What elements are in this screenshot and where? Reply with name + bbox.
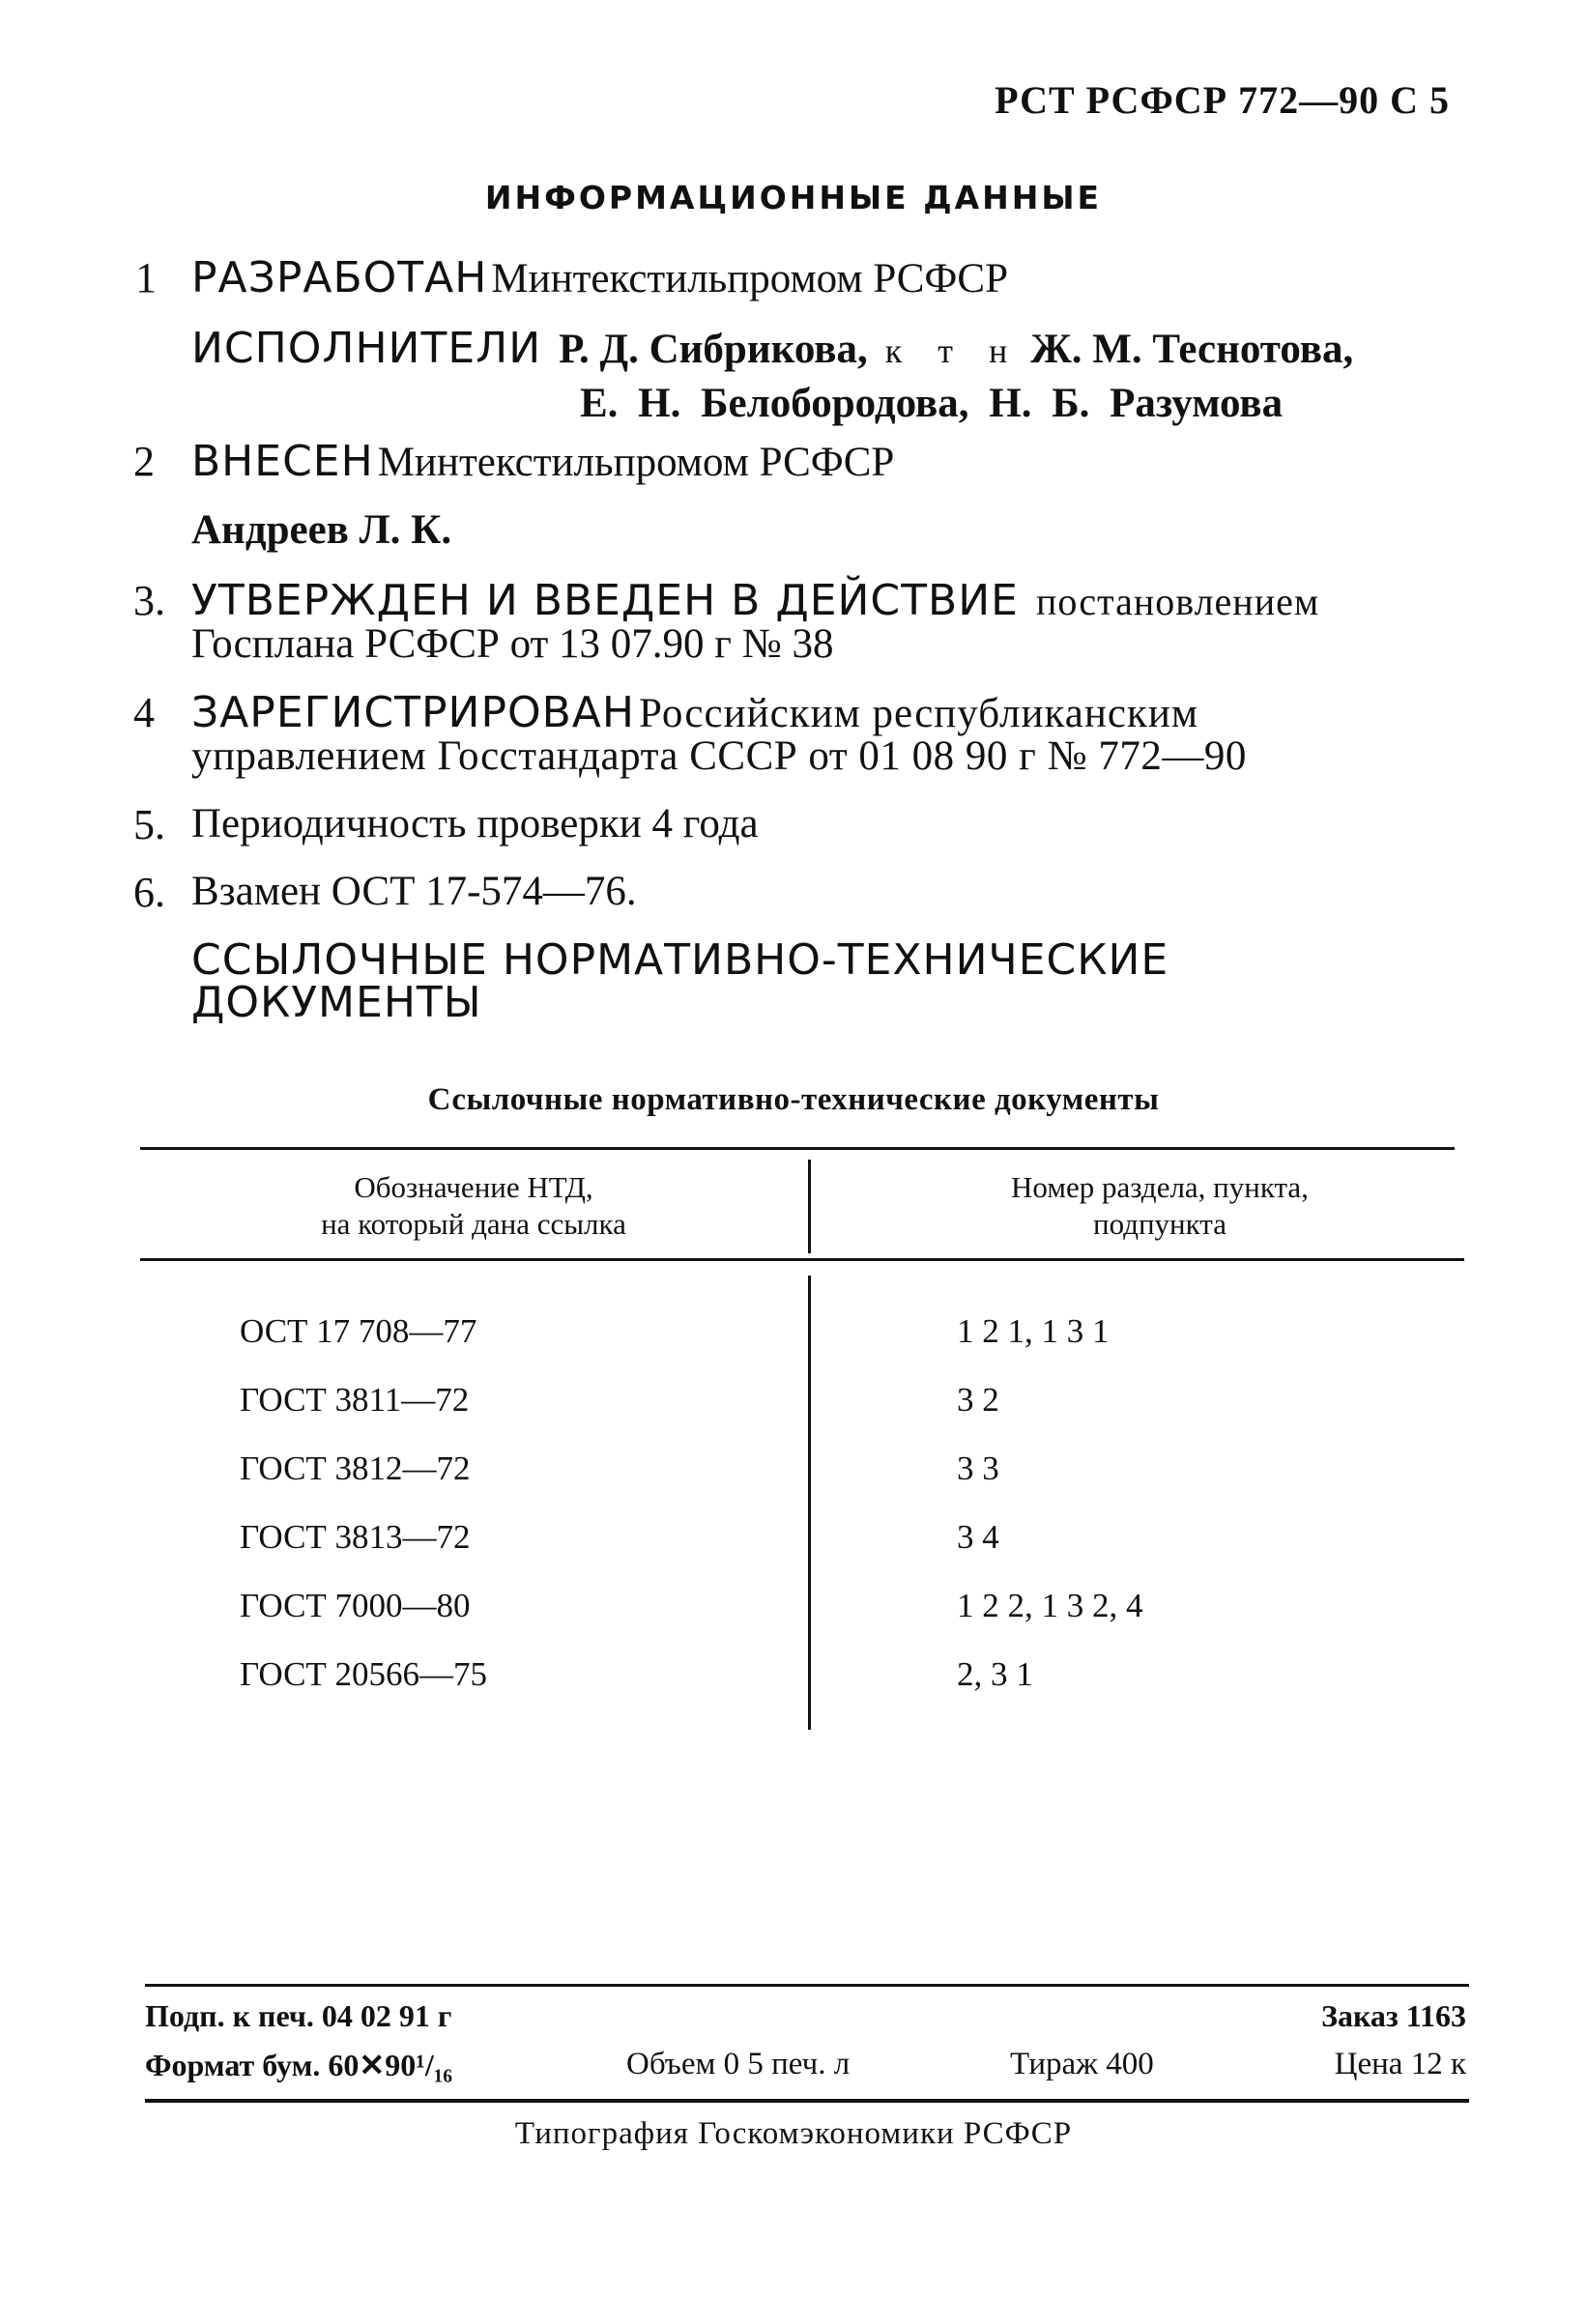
item-heading: ВНЕСЕН [191,437,374,486]
executors-label: ИСПОЛНИТЕЛИ [191,324,542,373]
footer-order: Заказ 1163 [1321,1998,1466,2033]
executor-name: Ж. М. Теснотова, [1030,327,1354,372]
info-item-approved [191,576,1319,625]
info-item-introduced [191,437,894,486]
table-column-divider-header [808,1160,811,1253]
item-text: Российским республиканским [638,691,1199,736]
table-cell-doc: ГОСТ 7000—80 [240,1587,471,1624]
table-cell-doc: ГОСТ 3812—72 [240,1449,471,1487]
info-item-developed [191,253,1008,302]
item-text: Минтекстильпромом РСФСР [491,256,1009,301]
info-item-registered [191,688,1198,737]
table-cell-doc: ГОСТ 3813—72 [240,1518,471,1556]
header-line: Обозначение НТД, [354,1170,593,1204]
table-cell-sections: 3 3 [957,1449,999,1487]
table-cell-sections: 1 2 2, 1 3 2, 4 [957,1587,1143,1624]
item-number: 6. [133,869,165,916]
item-text-line2: Госплана РСФСР от 13 07.90 г № 38 [191,621,834,667]
item-heading: ЗАРЕГИСТРИРОВАН [191,688,635,737]
page-header-ref: РСТ РСФСР 772—90 С 5 [995,78,1450,122]
executors-line-2: Е. Н. Белобородова, Н. Б. Разумова [580,381,1284,426]
table-cell-sections: 3 2 [957,1381,999,1419]
table-cell-doc: ГОСТ 3811—72 [240,1381,470,1419]
table-top-rule [140,1147,1455,1150]
footer-bottom-rule [145,2099,1469,2103]
table-cell-sections: 3 4 [957,1518,999,1556]
footer-printer: Типография Госкомэкономики РСФСР [514,2116,1073,2151]
footer-price: Цена 12 к [1334,2047,1466,2081]
header-line: подпункта [1093,1207,1226,1241]
item-heading: УТВЕРЖДЕН И ВВЕДЕН В ДЕЙСТВИЕ [191,576,1019,625]
table-caption: Ссылочные нормативно-технические документы [427,1082,1160,1117]
table-cell-doc: ОСТ 17 708—77 [240,1312,477,1350]
footer-signed: Подп. к печ. 04 02 91 г [145,1998,452,2033]
item-number: 2 [133,438,155,485]
column-header-designation [164,1169,783,1243]
refs-heading: ССЫЛОЧНЫЕ НОРМАТИВНО-ТЕХНИЧЕСКИЕ [191,935,1169,985]
column-header-section [851,1169,1469,1243]
item-number: 5. [133,801,165,848]
executors-line-1 [191,324,1353,373]
executor-name: Р. Д. Сибрикова, [559,327,868,372]
header-line: на который дана ссылка [321,1207,626,1241]
header-line: Номер раздела, пункта, [1011,1170,1309,1204]
table-cell-sections: 1 2 1, 1 3 1 [957,1312,1110,1350]
item-heading: РАЗРАБОТАН [191,253,488,302]
table-cell-doc: ГОСТ 20566—75 [240,1655,488,1693]
info-item-periodicity: Периодичность проверки 4 года [191,801,759,846]
executor-degree: к т н [884,331,1022,370]
footer-format: Формат бум. 60✕90¹/₁₆ [145,2048,452,2082]
item-text-line2: управлением Госстандарта СССР от 01 08 90 г № 772—90 [191,733,1247,779]
table-column-divider-body [808,1276,811,1730]
table-cell-sections: 2, 3 1 [957,1655,1033,1693]
introducer-name: Андреев Л. К. [191,507,452,553]
footer-print-run: Тираж 400 [1010,2047,1154,2081]
info-item-replaces: Взамен ОСТ 17-574—76. [191,869,637,914]
table-header-rule [140,1258,1464,1261]
refs-heading-line2: ДОКУМЕНТЫ [191,978,482,1027]
item-number: 1 [135,254,157,301]
footer-volume: Объем 0 5 печ. л [626,2047,851,2081]
item-text: постановлением [1035,580,1320,623]
item-number: 4 [133,689,155,736]
section-title: ИНФОРМАЦИОННЫЕ ДАННЫЕ [484,179,1103,216]
item-text: Минтекстильпромом РСФСР [377,440,895,485]
footer-top-rule [145,1984,1469,1987]
item-number: 3. [133,577,165,624]
